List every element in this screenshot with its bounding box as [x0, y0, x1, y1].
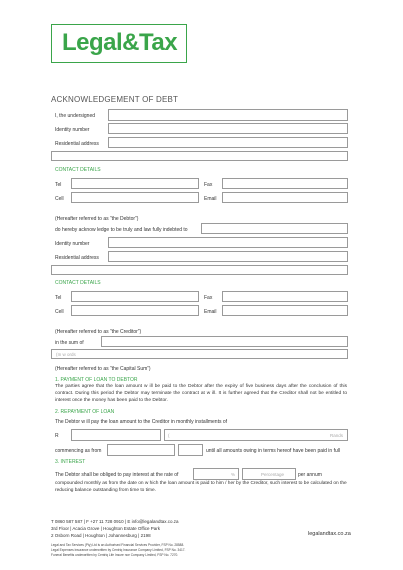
- footer-legal-3: Funeral Benefits underwritten by Centriq Life Insure nce Company Limited, FSP No. 7270.: [51, 553, 179, 557]
- contact-details-heading-2: CONTACT DETAILS: [55, 280, 101, 286]
- sum-field[interactable]: [101, 336, 348, 347]
- per-annum-label: per annum: [298, 472, 322, 478]
- capital-sum-label: (Hereafter referred to as “the Capital Sum”): [55, 366, 151, 372]
- creditor-identity-field[interactable]: [108, 237, 348, 248]
- document-title: ACKNOWLEDGEMENT OF DEBT: [51, 95, 179, 104]
- fax-label-2: Fax: [204, 295, 213, 301]
- footer-legal-2: Legal Expenses insurance underwritten by Centriq Insurance Company Limited, FSP No. 3417.: [51, 548, 186, 552]
- identity-label: Identity number: [55, 127, 90, 133]
- section-1-heading: 1. PAYMENT OF LOAN TO DEBTOR: [55, 377, 138, 383]
- interest-rate-field[interactable]: [193, 468, 239, 480]
- cell-field[interactable]: [71, 192, 199, 203]
- sum-words-placeholder: (In w ords: [56, 352, 76, 357]
- footer-address-1: 3rd Floor | Acacia Grove | Houghton Estate Office Park: [51, 526, 161, 531]
- email-label: Email: [204, 196, 217, 202]
- percent-sign: %: [230, 471, 235, 477]
- debtor-referred-label: (Hereafter referred to as “the Debtor”): [55, 216, 139, 222]
- creditor-address-label: Residential address: [55, 255, 99, 261]
- cell-label-2: Cell: [55, 309, 64, 315]
- undersigned-field[interactable]: [108, 109, 348, 121]
- undersigned-label: I, the undersigned: [55, 113, 96, 119]
- creditor-address-field[interactable]: [108, 251, 348, 262]
- currency-label: R: [55, 433, 59, 439]
- acknowledge-label: do hereby acknow ledge to be truly and law fully indebted to: [55, 227, 188, 233]
- installment-words-field[interactable]: [164, 429, 348, 441]
- email-label-2: Email: [204, 309, 217, 315]
- footer-address-2: 2 Osborn Road | Houghton | Johannesburg | 2198: [51, 533, 151, 538]
- section-2-text: The Debtor w ill pay the loan amount to the Creditor in monthly installments of: [55, 419, 228, 425]
- tel-field-2[interactable]: [71, 291, 199, 302]
- contact-details-heading: CONTACT DETAILS: [55, 167, 101, 173]
- tel-label: Tel: [55, 182, 62, 188]
- installment-amount-field[interactable]: [71, 429, 161, 441]
- footer-contact: T 0860 587 587 | F +27 11 728 0910 | E info@legalandtax.co.za: [51, 519, 179, 524]
- fax-label: Fax: [204, 182, 213, 188]
- cell-field-2[interactable]: [71, 305, 199, 316]
- footer-legal-1: Legal and Tax Services (Pty) Ltd is an Authorised Financial Services Provider, FSP No. 28588.: [51, 543, 185, 547]
- commencing-label: commencing as from: [55, 448, 102, 454]
- address-label: Residential address: [55, 141, 99, 147]
- address-field[interactable]: [108, 137, 348, 148]
- installment-words-prefix: (: [168, 432, 170, 438]
- creditor-address-field-2[interactable]: [51, 265, 348, 275]
- commencing-year-field[interactable]: [178, 444, 203, 456]
- section-3-text: compounded monthly as from the date on w hich the loan amount is paid to him / her by the Creditor, such interest to be calculated on the reducing balance outstanding from time to time.: [55, 481, 347, 493]
- cell-label: Cell: [55, 196, 64, 202]
- logo: [51, 24, 187, 63]
- creditor-referred-label: (Hereafter referred to as “the Creditor”): [55, 329, 142, 335]
- email-field[interactable]: [222, 192, 348, 203]
- footer-website[interactable]: legalandtax.co.za: [308, 531, 351, 537]
- tel-label-2: Tel: [55, 295, 62, 301]
- rands-label: Rands: [329, 432, 343, 438]
- email-field-2[interactable]: [222, 305, 348, 316]
- sum-words-field[interactable]: [51, 349, 348, 359]
- interest-percentage-words-field[interactable]: [242, 468, 296, 480]
- percentage-placeholder: Percentage: [261, 471, 285, 477]
- sum-label: in the sum of: [55, 340, 84, 346]
- logo-text: Legal&Tax: [62, 29, 178, 56]
- creditor-identity-label: Identity number: [55, 241, 90, 247]
- until-label: until all amounts owing in terms hereof have been paid in full: [206, 448, 340, 454]
- creditor-name-field[interactable]: [201, 223, 348, 234]
- commencing-date-field[interactable]: [107, 444, 175, 456]
- address-field-2[interactable]: [51, 151, 348, 161]
- fax-field[interactable]: [222, 178, 348, 189]
- identity-field[interactable]: [108, 123, 348, 134]
- section-3-heading: 3. INTEREST: [55, 459, 86, 465]
- section-1-text: The parties agree that the loan amount w ill be paid to the Debtor after the expiry of five business days after the conclusion of this contract. During this period the Debtor may terminate the contract at w ill. It is further agreed that the Creditor shall not be entitled to interest once the money has been paid to the Debtor.: [55, 384, 347, 403]
- tel-field[interactable]: [71, 178, 199, 189]
- fax-field-2[interactable]: [222, 291, 348, 302]
- interest-rate-label: The Debtor shall be obliged to pay interest at the rate of: [55, 472, 179, 478]
- section-2-heading: 2. REPAYMENT OF LOAN: [55, 409, 115, 415]
